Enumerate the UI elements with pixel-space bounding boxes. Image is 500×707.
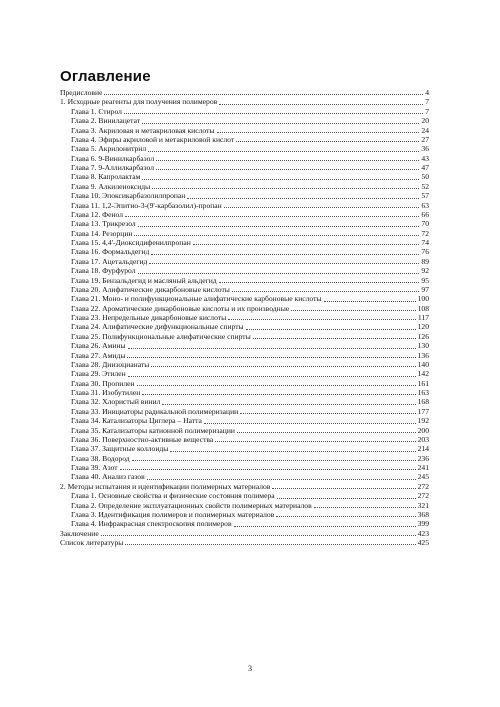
toc-entry-title: Глава 36. Поверхностно-активные вещества xyxy=(71,434,214,444)
toc-entry-title: Глава 29. Этилен xyxy=(71,369,126,379)
toc-entry-page: 126 xyxy=(417,331,429,341)
toc-entry-title: Глава 15. 4,4'-Диоксидифенилпропан xyxy=(71,238,191,247)
toc-entry-title: Список литературы xyxy=(60,538,124,547)
toc-entry xyxy=(60,416,429,425)
toc-entry-page: 120 xyxy=(417,322,429,332)
toc-entry-page: 425 xyxy=(417,538,429,547)
toc-entry xyxy=(60,472,429,481)
toc-entry-title: Глава 38. Водород xyxy=(71,453,130,463)
toc-entry-page: 140 xyxy=(417,359,429,369)
toc-entry-page: 130 xyxy=(417,341,429,351)
toc-entry xyxy=(60,341,429,350)
toc-entry-page: 236 xyxy=(417,453,429,463)
toc-entry-page: 321 xyxy=(417,500,429,510)
toc-dot-leader xyxy=(125,216,419,217)
toc-entry-title: Глава 21. Моно- и полифункциональные алифатические карбоновые кислоты xyxy=(71,294,322,304)
toc-entry-page: 272 xyxy=(417,491,429,501)
toc-entry-title: Глава 1. Стирол xyxy=(71,106,122,116)
toc-dot-leader xyxy=(147,479,416,480)
toc-entry xyxy=(60,369,429,378)
toc-entry xyxy=(60,538,429,547)
toc-dot-leader xyxy=(128,348,416,349)
toc-entry xyxy=(60,172,429,181)
toc-dot-leader xyxy=(104,94,423,95)
toc-entry-page: 4 xyxy=(425,88,429,97)
toc-entry-page: 177 xyxy=(417,406,429,416)
toc-dot-leader xyxy=(232,291,420,292)
toc-entry xyxy=(60,510,429,519)
toc-entry xyxy=(60,435,429,444)
toc-entry xyxy=(60,463,429,472)
toc-entry xyxy=(60,304,429,313)
toc-dot-leader xyxy=(152,188,419,189)
toc-entry-title: Глава 33. Инициаторы радикальной полимеризации xyxy=(71,406,239,416)
toc-entry-page: 399 xyxy=(417,519,429,529)
toc-entry-page: 368 xyxy=(417,509,429,519)
toc-entry-page: 245 xyxy=(417,472,429,482)
toc-dot-leader xyxy=(253,338,416,339)
toc-entry xyxy=(60,360,429,369)
toc-entry-page: 117 xyxy=(417,313,429,322)
toc-entry-page: 241 xyxy=(417,463,429,472)
toc-entry-title: Глава 35. Катализаторы катионной полимеризации xyxy=(71,425,235,435)
toc-entry-title: Глава 3. Идентификация полимеров и полимерных материалов xyxy=(71,509,275,519)
toc-entry-title: Глава 13. Трикрезол xyxy=(71,219,136,229)
toc-entry-title: Глава 5. Акрилонитрил xyxy=(71,144,147,154)
toc-entry-title: Глава 34. Катализаторы Циглера – Натта xyxy=(71,416,202,426)
toc-entry-page: 136 xyxy=(417,350,429,360)
toc-entry xyxy=(60,247,429,256)
toc-entry-title: Глава 25. Полифункциональные алифатические спирты xyxy=(71,331,251,341)
toc-dot-leader xyxy=(132,460,416,461)
toc-entry xyxy=(60,210,429,219)
toc-entry-title: Глава 18. Фурфурол xyxy=(71,266,136,276)
toc-entry-page: 72 xyxy=(421,228,429,238)
toc-entry-title: Глава 22. Ароматические дикарбоновые кислоты и их производные xyxy=(71,303,290,313)
toc-dot-leader xyxy=(219,282,420,283)
toc-entry-title: Глава 9. Алкиленоксиды xyxy=(71,181,151,191)
toc-entry-title: Глава 26. Амины xyxy=(71,341,126,351)
toc-entry-title: Глава 2. Определение эксплуатационных свойств полимерных материалов xyxy=(71,500,312,510)
toc-dot-leader xyxy=(204,423,416,424)
toc-entry-page: 63 xyxy=(421,200,429,210)
toc-entry xyxy=(60,219,429,228)
toc-dot-leader xyxy=(272,488,415,489)
toc-dot-leader xyxy=(142,123,419,124)
toc-entry-page: 161 xyxy=(417,378,429,388)
toc-dot-leader xyxy=(219,104,423,105)
toc-entry-page: 214 xyxy=(417,444,429,454)
toc-entry xyxy=(60,191,429,200)
toc-entry-page: 163 xyxy=(417,388,429,397)
toc-dot-leader xyxy=(228,319,416,320)
toc-entry-title: Глава 40. Анализ газов xyxy=(71,472,145,482)
toc-entry-page: 57 xyxy=(421,191,429,201)
toc-entry-page: 66 xyxy=(421,209,429,219)
toc-entry-page: 74 xyxy=(421,238,429,247)
toc-entry-title: Предисловие xyxy=(60,88,103,97)
toc-entry-page: 203 xyxy=(417,434,429,444)
toc-entry-page: 27 xyxy=(421,134,429,144)
toc-entry xyxy=(60,529,429,538)
toc-entry-title: Глава 10. Эпоксикарбазолилпропан xyxy=(71,191,186,201)
toc-dot-leader xyxy=(240,413,415,414)
toc-entry-title: Глава 4. Инфракрасная спектроскопия полимеров xyxy=(71,519,232,529)
toc-dot-leader xyxy=(142,179,419,180)
toc-entry-page: 70 xyxy=(421,219,429,229)
toc-entry-title: Глава 4. Эфиры акриловой и метакриловой кислот xyxy=(71,134,235,144)
toc-entry xyxy=(60,285,429,294)
toc-entry-page: 7 xyxy=(425,106,429,116)
toc-dot-leader xyxy=(149,263,419,264)
toc-entry-page: 52 xyxy=(421,181,429,191)
toc-entry-page: 423 xyxy=(417,528,429,538)
toc-entry xyxy=(60,163,429,172)
toc-entry-page: 272 xyxy=(417,481,429,491)
toc-entry-title: Глава 19. Бензальдегид и масляный альдегид xyxy=(71,275,217,285)
toc-entry xyxy=(60,491,429,500)
toc-dot-leader xyxy=(314,507,416,508)
toc-entry xyxy=(60,501,429,510)
toc-entry xyxy=(60,97,429,106)
toc-entry xyxy=(60,144,429,153)
toc-entry xyxy=(60,88,429,97)
toc-entry xyxy=(60,313,429,322)
toc-entry-title: Заключение xyxy=(60,528,99,538)
toc-dot-leader xyxy=(156,160,419,161)
toc-dot-leader xyxy=(215,441,415,442)
toc-dot-leader xyxy=(187,198,419,199)
toc-dot-leader xyxy=(234,526,416,527)
toc-entry-title: Глава 39. Азот xyxy=(71,463,118,472)
toc-entry-title: Глава 24. Алифатические дифункциональные спирты xyxy=(71,322,244,332)
toc-entry xyxy=(60,201,429,210)
toc-entry-title: 1. Исходные реагенты для получения полимеров xyxy=(60,97,218,107)
toc-entry-page: 100 xyxy=(417,294,429,304)
toc-entry-title: Глава 7. 9-Аллилкарбазол xyxy=(71,163,154,172)
toc-entry-title: Глава 31. Изобутилен xyxy=(71,388,141,397)
toc-entry xyxy=(60,388,429,397)
toc-dot-leader xyxy=(291,310,415,311)
toc-entry xyxy=(60,154,429,163)
toc-entry-title: 2. Методы испытания и идентификации полимерных материалов xyxy=(60,481,271,491)
toc-entry-page: 36 xyxy=(421,144,429,154)
toc-entry xyxy=(60,238,429,247)
toc-dot-leader xyxy=(151,254,419,255)
table-of-contents xyxy=(60,88,429,547)
toc-dot-leader xyxy=(127,357,415,358)
toc-entry xyxy=(60,266,429,275)
toc-dot-leader xyxy=(246,329,416,330)
toc-entry-title: Глава 17. Ацетальдегид xyxy=(71,256,148,266)
toc-entry xyxy=(60,257,429,266)
toc-entry-title: Глава 1. Основные свойства и физические состояния полимера xyxy=(71,491,275,501)
toc-entry-title: Глава 12. Фенол xyxy=(71,209,124,219)
toc-dot-leader xyxy=(120,469,416,470)
toc-entry-page: 89 xyxy=(421,256,429,266)
toc-dot-leader xyxy=(134,235,419,236)
toc-entry xyxy=(60,379,429,388)
toc-dot-leader xyxy=(237,432,416,433)
toc-entry-title: Глава 2. Винилацетат xyxy=(71,116,141,126)
toc-entry xyxy=(60,107,429,116)
toc-entry-page: 95 xyxy=(421,275,429,285)
page-title: Оглавление xyxy=(60,68,151,85)
toc-entry xyxy=(60,454,429,463)
toc-dot-leader xyxy=(148,151,419,152)
toc-entry-page: 76 xyxy=(421,247,429,257)
toc-entry xyxy=(60,116,429,125)
toc-dot-leader xyxy=(224,207,420,208)
toc-entry-title: Глава 11. 1,2-Эпитио-3-(9'-карбазолил)-пропан xyxy=(71,200,222,210)
toc-dot-leader xyxy=(137,385,416,386)
toc-dot-leader xyxy=(217,132,420,133)
toc-entry-title: Глава 27. Амиды xyxy=(71,350,126,360)
toc-dot-leader xyxy=(236,141,419,142)
toc-dot-leader xyxy=(277,498,416,499)
toc-dot-leader xyxy=(138,226,420,227)
toc-entry-page: 43 xyxy=(421,153,429,163)
toc-dot-leader xyxy=(142,394,415,395)
toc-entry-page: 200 xyxy=(417,425,429,435)
toc-entry xyxy=(60,482,429,491)
toc-entry-title: Глава 8. Капролактам xyxy=(71,172,141,182)
toc-dot-leader xyxy=(156,169,419,170)
toc-dot-leader xyxy=(124,113,423,114)
toc-dot-leader xyxy=(193,244,420,245)
page-number: 3 xyxy=(248,664,252,673)
toc-dot-leader xyxy=(151,366,415,367)
toc-entry-title: Глава 14. Резорцин xyxy=(71,228,133,238)
toc-entry xyxy=(60,322,429,331)
toc-entry-page: 47 xyxy=(421,163,429,172)
toc-entry-title: Глава 16. Формальдегид xyxy=(71,247,150,257)
toc-entry xyxy=(60,332,429,341)
toc-entry xyxy=(60,444,429,453)
toc-entry xyxy=(60,276,429,285)
toc-entry xyxy=(60,182,429,191)
toc-dot-leader xyxy=(138,273,420,274)
toc-entry-page: 24 xyxy=(421,125,429,135)
toc-entry xyxy=(60,407,429,416)
toc-entry-page: 50 xyxy=(421,172,429,182)
toc-dot-leader xyxy=(276,516,415,517)
toc-entry-page: 142 xyxy=(417,369,429,379)
toc-dot-leader xyxy=(162,404,415,405)
toc-entry-title: Глава 28. Диизоцианаты xyxy=(71,359,150,369)
toc-entry-page: 20 xyxy=(421,116,429,126)
toc-entry xyxy=(60,126,429,135)
toc-entry-title: Глава 20. Алифатические дикарбоновые кислоты xyxy=(71,284,230,294)
toc-entry-title: Глава 30. Пропилен xyxy=(71,378,135,388)
toc-entry-title: Глава 3. Акриловая и метакриловая кислоты xyxy=(71,125,215,135)
toc-entry-page: 92 xyxy=(421,266,429,276)
toc-entry-page: 168 xyxy=(417,397,429,407)
toc-entry-page: 192 xyxy=(417,416,429,426)
toc-entry-title: Глава 37. Защитные коллоиды xyxy=(71,444,169,454)
toc-entry-title: Глава 32. Хлористый винил xyxy=(71,397,161,407)
toc-entry xyxy=(60,519,429,528)
toc-dot-leader xyxy=(128,376,416,377)
toc-entry xyxy=(60,229,429,238)
toc-entry-title: Глава 23. Непредельные дикарбоновые кислоты xyxy=(71,313,227,322)
toc-entry xyxy=(60,135,429,144)
toc-entry xyxy=(60,351,429,360)
toc-entry-page: 108 xyxy=(417,303,429,313)
toc-entry-page: 7 xyxy=(425,97,429,107)
toc-dot-leader xyxy=(170,451,415,452)
toc-dot-leader xyxy=(324,301,416,302)
toc-dot-leader xyxy=(125,544,415,545)
toc-entry xyxy=(60,397,429,406)
toc-entry-page: 97 xyxy=(421,284,429,294)
toc-dot-leader xyxy=(101,535,416,536)
toc-entry-title: Глава 6. 9-Винилкарбазол xyxy=(71,153,155,163)
toc-entry xyxy=(60,294,429,303)
toc-entry xyxy=(60,426,429,435)
